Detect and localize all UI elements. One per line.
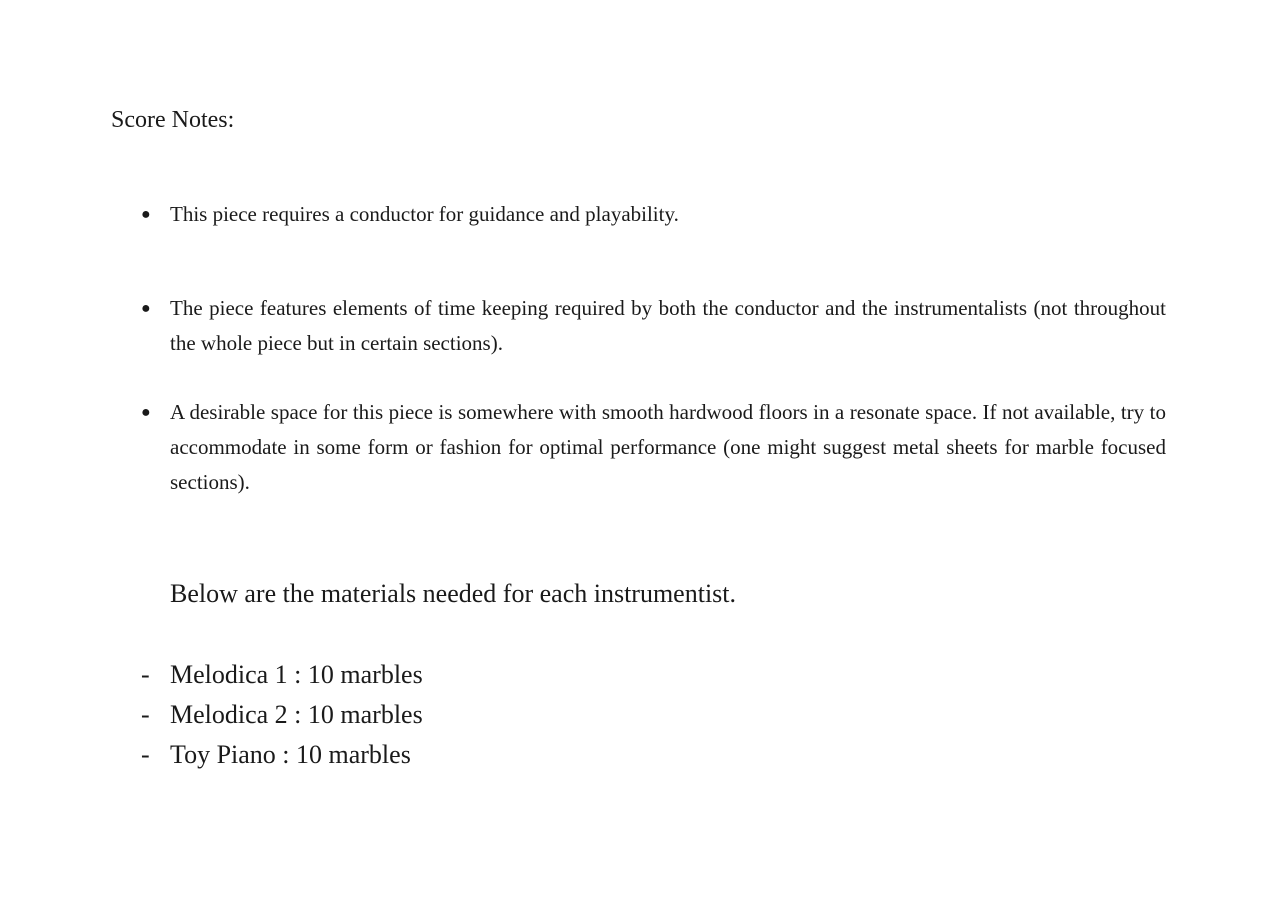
materials-intro: Below are the materials needed for each instrumentist.: [170, 579, 737, 608]
material-text: Toy Piano : 10 marbles: [170, 740, 411, 769]
material-text: Melodica 1 : 10 marbles: [170, 660, 423, 689]
dash-marker: -: [141, 740, 150, 769]
list-item: [141, 197, 1166, 232]
list-item: [0, 655, 1280, 695]
list-item: [141, 291, 1166, 361]
list-item: [0, 735, 1280, 775]
page-title: Score Notes:: [111, 107, 235, 133]
dash-marker: -: [141, 700, 150, 729]
note-text: This piece requires a conductor for guidance and playability.: [170, 202, 679, 226]
note-text: A desirable space for this piece is somewhere with smooth hardwood floors in a resonate space. If not available, try to accommodate in some form or fashion for optimal performance (one might suggest metal sheets for marble focused sections).: [170, 400, 1166, 494]
bullet-icon: ●: [141, 300, 151, 317]
dash-marker: -: [141, 660, 150, 689]
materials-list: [0, 655, 1280, 775]
list-item: [0, 695, 1280, 735]
material-text: Melodica 2 : 10 marbles: [170, 700, 423, 729]
note-text: The piece features elements of time keeping required by both the conductor and the instrumentalists (not throughout the whole piece but in certain sections).: [170, 296, 1166, 355]
list-item: [141, 395, 1166, 500]
bullet-icon: ●: [141, 206, 151, 223]
bullet-icon: ●: [141, 404, 151, 421]
